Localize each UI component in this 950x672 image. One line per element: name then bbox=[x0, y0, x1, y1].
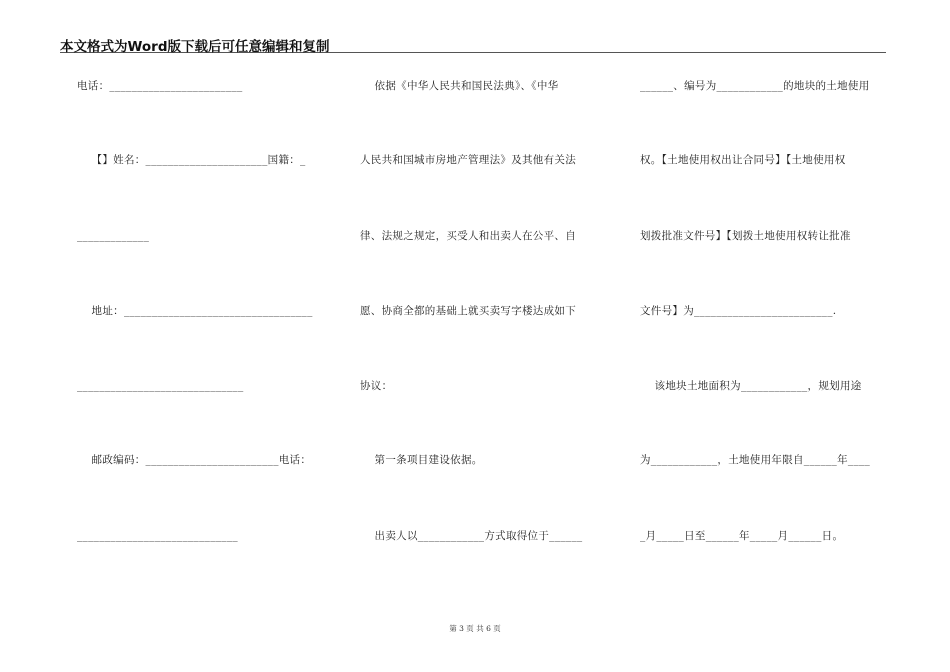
left-line-3: _____________ bbox=[77, 230, 150, 242]
middle-line-2: 人民共和国城市房地产管理法》及其他有关法 bbox=[360, 154, 576, 166]
left-line-4: 地址：__________________________________ bbox=[77, 305, 313, 317]
right-line-5: 该地块土地面积为____________，规划用途 bbox=[640, 380, 862, 392]
middle-line-7: 出卖人以____________方式取得位于______ bbox=[360, 530, 583, 542]
left-line-5: ______________________________ bbox=[77, 380, 244, 392]
right-line-3: 划拨批准文件号】【划拨土地使用权转让批准 bbox=[640, 230, 851, 242]
right-line-6: 为____________，土地使用年限自______年____ bbox=[640, 454, 871, 466]
page-number: 第 3 页 共 6 页 bbox=[449, 624, 501, 633]
left-line-2: 【】姓名：______________________国籍：_ bbox=[77, 154, 306, 166]
right-line-4: 文件号】为_________________________. bbox=[640, 305, 837, 317]
left-line-7: _____________________________ bbox=[77, 530, 238, 542]
middle-line-4: 愿、协商全都的基础上就买卖写字楼达成如下 bbox=[360, 305, 576, 317]
right-line-2: 权。【土地使用权出让合同号】【土地使用权 bbox=[640, 154, 846, 166]
right-line-7: _月_____日至______年_____月______日。 bbox=[640, 530, 844, 542]
left-line-6: 邮政编码：________________________电话： bbox=[77, 454, 312, 466]
left-line-1: 电话：________________________ bbox=[77, 80, 243, 92]
middle-line-1: 依据《中华人民共和国民法典》、《中华 bbox=[360, 80, 559, 92]
middle-line-6: 第一条项目建设依据。 bbox=[360, 454, 483, 466]
middle-line-5: 协议： bbox=[360, 380, 393, 392]
header-title: 本文格式为Word版下载后可任意编辑和复制 bbox=[60, 39, 330, 55]
middle-line-3: 律、法规之规定，买受人和出卖人在公平、自 bbox=[360, 230, 576, 242]
right-line-1: ______、编号为____________的地块的土地使用 bbox=[640, 80, 870, 92]
page-header bbox=[60, 32, 886, 53]
